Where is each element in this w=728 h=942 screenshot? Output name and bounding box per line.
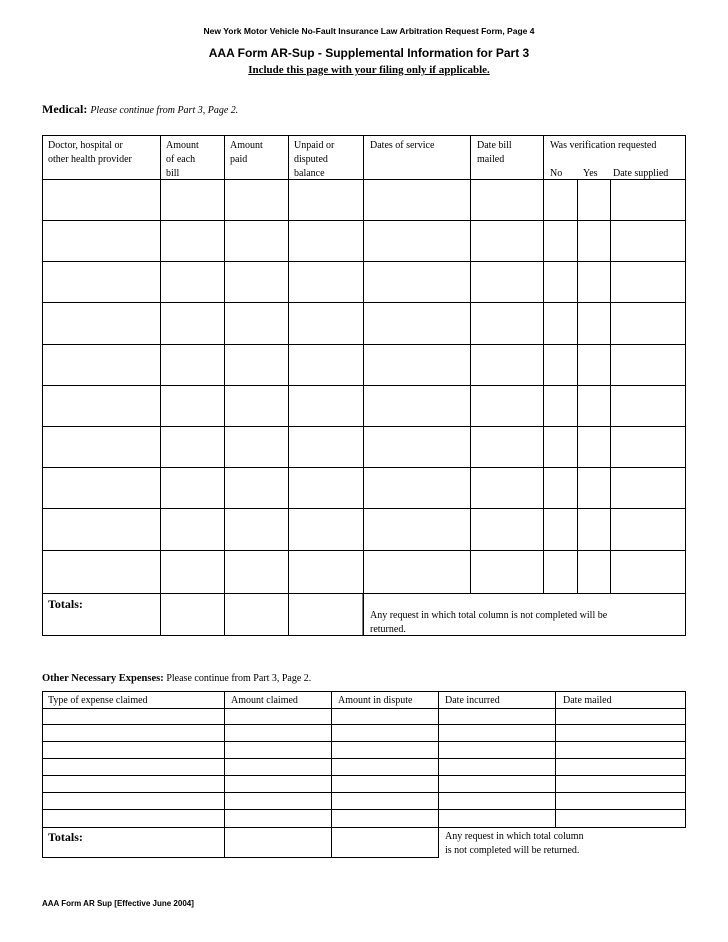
col-amount-paid: Amount paid [230,140,263,165]
col-provider: Doctor, hospital or other health provider [48,140,132,165]
medical-label: Medical: [42,102,88,116]
col-verification-no: No [550,168,563,179]
page-header: New York Motor Vehicle No-Fault Insurance Law Arbitration Request Form, Page 4 [203,26,535,36]
form-subtitle: Include this page with your filing only if applicable. [248,64,490,76]
expenses-label: Other Necessary Expenses: [42,673,164,684]
col-date-bill-mailed: Date bill mailed [477,140,512,165]
col-date-mailed: Date mailed [563,695,612,706]
page-footer: AAA Form AR Sup [Effective June 2004] [42,899,194,908]
medical-totals-label: Totals: [48,597,83,611]
expenses-totals-label: Totals: [48,830,83,844]
col-unpaid-balance: Unpaid or disputed balance [294,140,335,179]
col-verification-requested: Was verification requested [550,140,657,151]
col-date-supplied: Date supplied [613,168,669,179]
form-title: AAA Form AR-Sup - Supplemental Information for Part 3 [208,46,530,60]
col-amount-each-bill: Amount of each bill [166,140,199,179]
medical-totals-warning: Any request in which total column is not completed will be returned. [370,610,608,635]
col-date-incurred: Date incurred [445,695,500,706]
col-amount-in-dispute: Amount in dispute [338,695,413,706]
expenses-note: Please continue from Part 3, Page 2. [166,673,312,684]
expenses-table-border [43,692,686,828]
col-verification-yes: Yes [583,168,598,179]
col-dates-of-service: Dates of service [370,140,435,151]
col-expense-type: Type of expense claimed [48,695,148,706]
expenses-section-heading [42,673,311,684]
medical-note: Please continue from Part 3, Page 2. [90,105,239,116]
expenses-totals-warning: Any request in which total column is not completed will be returned. [445,831,584,856]
col-amount-claimed: Amount claimed [231,695,298,706]
